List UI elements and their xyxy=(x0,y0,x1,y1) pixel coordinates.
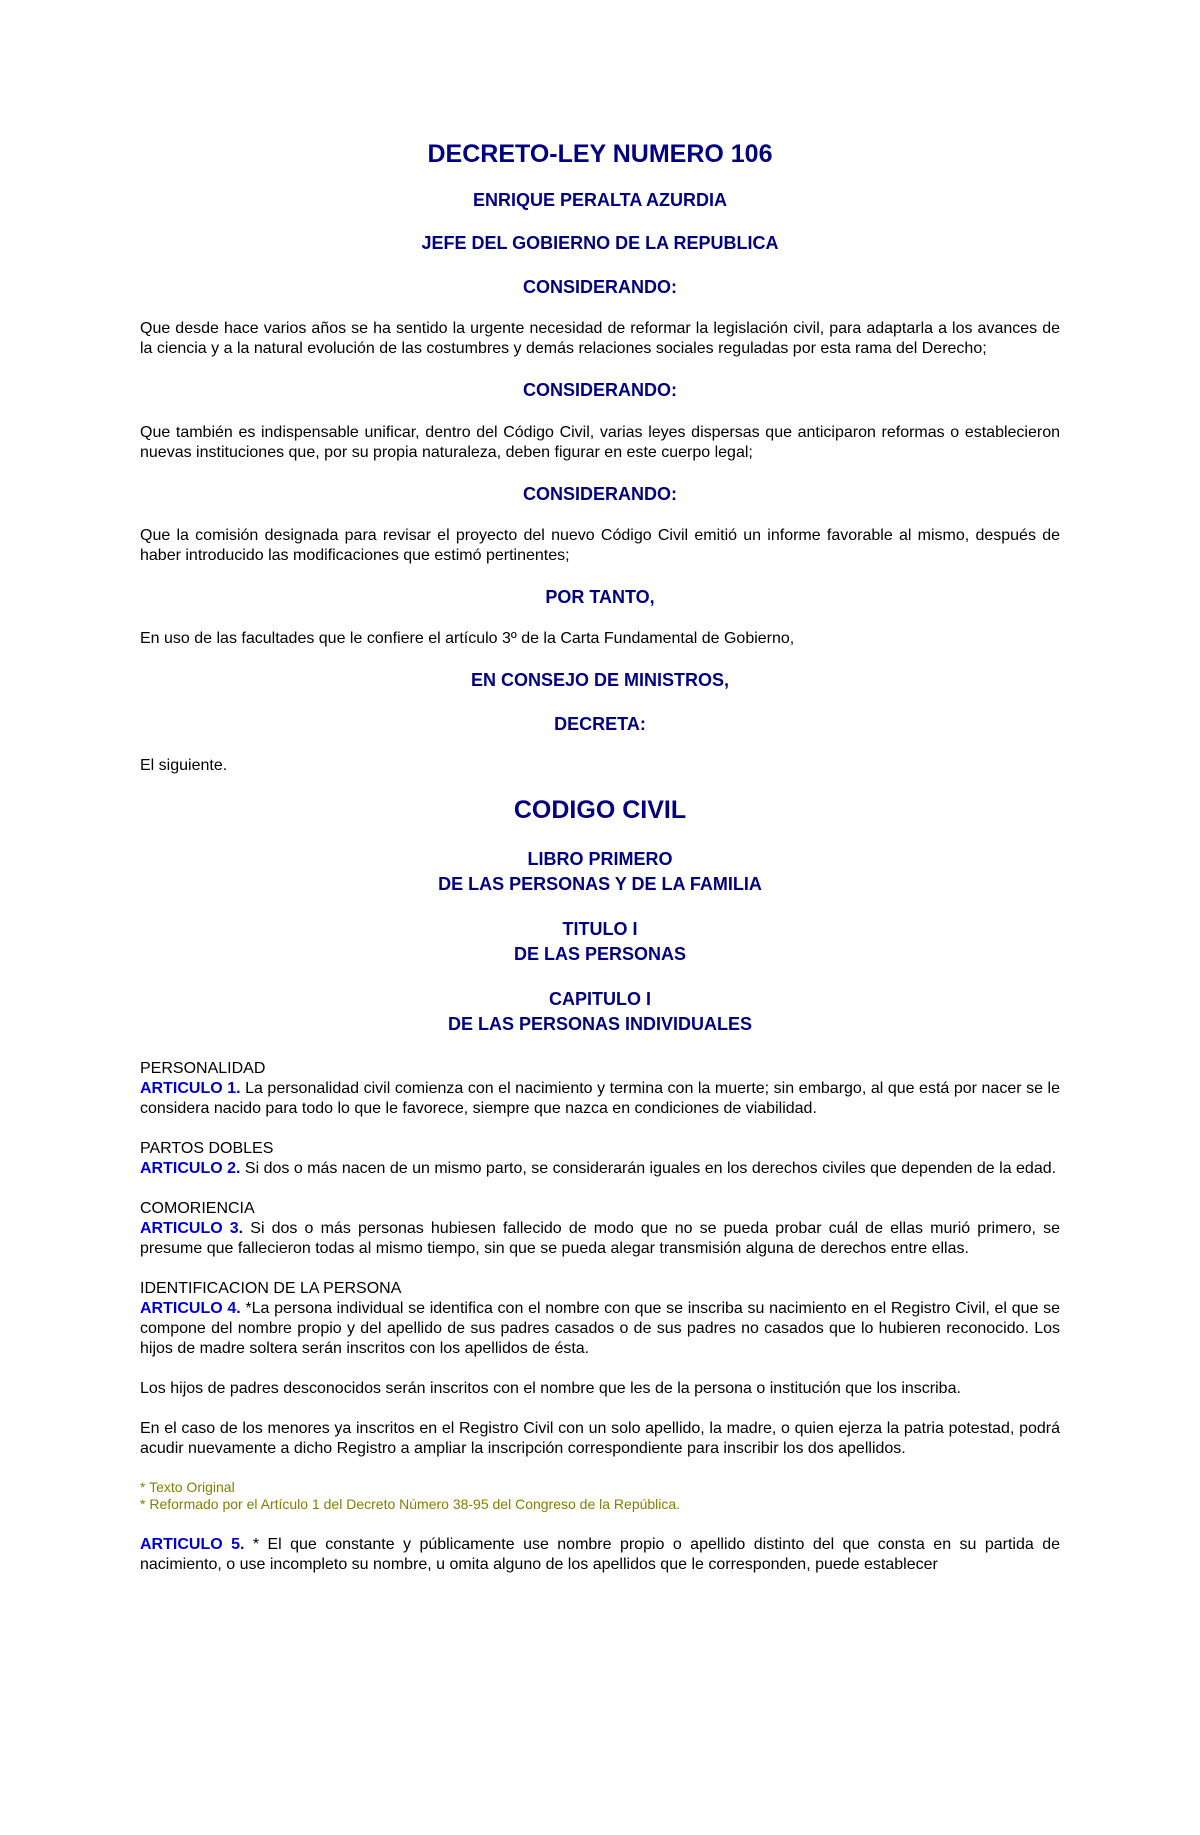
codigo-civil-title: CODIGO CIVIL xyxy=(513,796,687,825)
decreta-heading: DECRETA: xyxy=(554,713,646,734)
libro-heading xyxy=(140,847,1060,897)
considerando-text: Que también es indispensable unificar, dentro del Código Civil, varias leyes dispersas que anticiparon reformas o establecieron nuevas instituciones que, por su propia naturaleza, deben figurar en este cuerpo legal; xyxy=(140,423,1060,461)
considerando-heading: CONSIDERANDO: xyxy=(522,483,677,504)
note-reform: * Reformado por el Artículo 1 del Decreto Número 38-95 del Congreso de la República. xyxy=(140,1496,681,1513)
article-number: ARTICULO 4. xyxy=(140,1300,241,1318)
article-text: Si dos o más nacen de un mismo parto, se considerarán iguales en los derechos civiles que dependen de la edad. xyxy=(240,1160,1057,1178)
considerando-heading: CONSIDERANDO: xyxy=(522,380,677,401)
article-2 xyxy=(140,1139,1060,1179)
titulo-line2: DE LAS PERSONAS xyxy=(513,944,687,965)
considerando-heading: CONSIDERANDO: xyxy=(522,276,677,297)
article-3 xyxy=(140,1199,1060,1259)
author-role: JEFE DEL GOBIERNO DE LA REPUBLICA xyxy=(421,233,779,254)
article-number: ARTICULO 1. xyxy=(140,1080,241,1098)
article-4-paragraph: En el caso de los menores ya inscritos en el Registro Civil con un solo apellido, la madre, o quien ejerza la patria potestad, podrá acudir nuevamente a dicho Registro a ampliar la inscripción correspondiente para inscribir los dos apellidos. xyxy=(140,1420,1060,1458)
considerando-text: Que desde hace varios años se ha sentido la urgente necesidad de reformar la legislación civil, para adaptarla a los avances de la ciencia y a la natural evolución de las costumbres y demás relaciones sociales reguladas por esta rama del Derecho; xyxy=(140,320,1060,358)
capitulo-line1: CAPITULO I xyxy=(549,989,651,1010)
article-4 xyxy=(140,1279,1060,1359)
considerando-text: Que la comisión designada para revisar el proyecto del nuevo Código Civil emitió un informe favorable al mismo, después de haber introducido las modificaciones que estimó pertinentes; xyxy=(140,526,1060,564)
document-page xyxy=(140,140,1060,1595)
article-label: PERSONALIDAD xyxy=(140,1060,266,1078)
article-label: COMORIENCIA xyxy=(140,1200,255,1218)
article-1 xyxy=(140,1059,1060,1119)
capitulo-heading xyxy=(140,987,1060,1037)
author-name: ENRIQUE PERALTA AZURDIA xyxy=(473,190,727,210)
article-number: ARTICULO 2. xyxy=(140,1160,241,1178)
article-4-paragraph: Los hijos de padres desconocidos serán inscritos con el nombre que les de la persona o institución que los inscriba. xyxy=(140,1380,961,1398)
article-text: La personalidad civil comienza con el nacimiento y termina con la muerte; sin embargo, al que está por nacer se le considera nacido para todo lo que le favorece, siempre que nazca en condiciones de viabilidad. xyxy=(140,1080,1060,1118)
note-original: * Texto Original xyxy=(140,1479,235,1496)
article-5 xyxy=(140,1535,1060,1575)
siguiente-text: El siguiente. xyxy=(140,757,228,775)
article-text: * El que constante y públicamente use nombre propio o apellido distinto del que consta en su partida de nacimiento, o use incompleto su nombre, u omita alguno de los apellidos que le corresponden, puede establecer xyxy=(140,1536,1060,1574)
article-text: *La persona individual se identifica con el nombre con que se inscriba su nacimiento en el Registro Civil, el que se compone del nombre propio y del apellido de sus padres casados o de sus padres no casados que lo hubieren reconocido. Los hijos de madre soltera serán inscritos con los apellidos de ésta. xyxy=(140,1300,1060,1358)
por-tanto-text: En uso de las facultades que le confiere el artículo 3º de la Carta Fundamental de Gobierno, xyxy=(140,630,795,648)
libro-line1: LIBRO PRIMERO xyxy=(527,849,673,870)
article-number: ARTICULO 3. xyxy=(140,1220,244,1238)
article-number: ARTICULO 5. xyxy=(140,1536,245,1554)
article-text: Si dos o más personas hubiesen fallecido de modo que no se pueda probar cuál de ellas murió primero, se presume que fallecieron todas al mismo tiempo, sin que se pueda alegar transmisión alguna de derechos entre ellas. xyxy=(140,1220,1060,1258)
article-label: PARTOS DOBLES xyxy=(140,1140,274,1158)
article-label: IDENTIFICACION DE LA PERSONA xyxy=(140,1280,402,1298)
consejo-heading: EN CONSEJO DE MINISTROS, xyxy=(470,670,730,691)
decree-title: DECRETO-LEY NUMERO 106 xyxy=(427,140,773,168)
reform-notes xyxy=(140,1479,1060,1513)
titulo-line1: TITULO I xyxy=(562,919,638,940)
por-tanto-heading: POR TANTO, xyxy=(545,586,655,607)
capitulo-line2: DE LAS PERSONAS INDIVIDUALES xyxy=(447,1014,753,1035)
titulo-heading xyxy=(140,917,1060,967)
libro-line2: DE LAS PERSONAS Y DE LA FAMILIA xyxy=(438,874,762,895)
